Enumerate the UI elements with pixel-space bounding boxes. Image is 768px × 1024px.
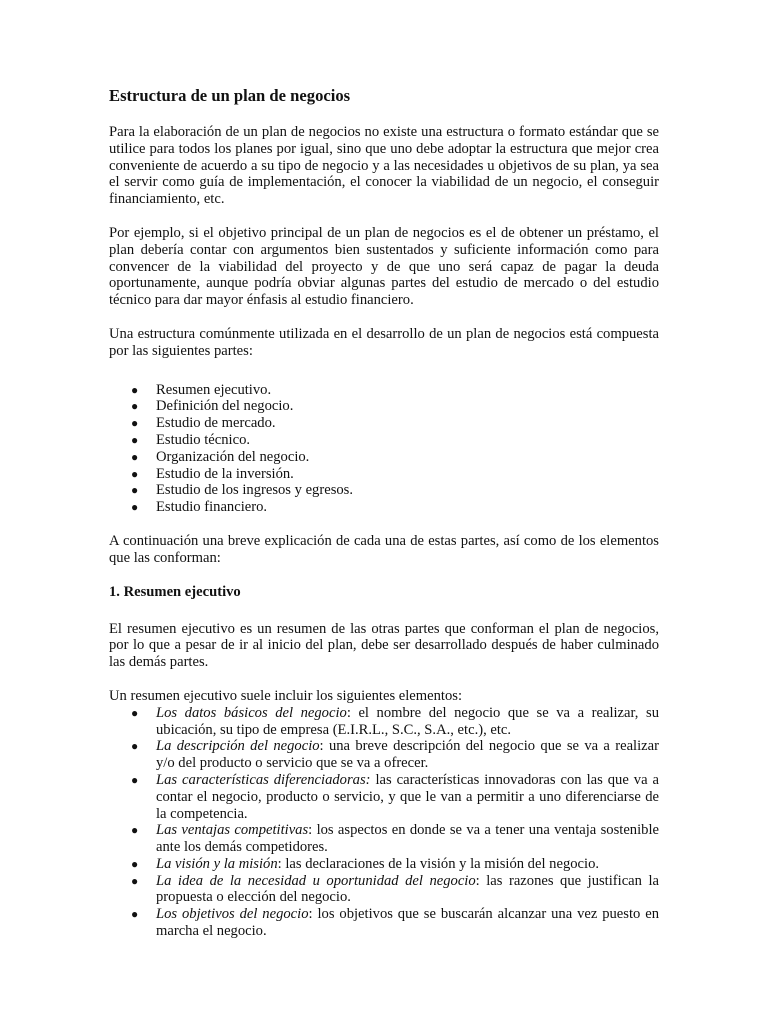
list-item: ● La idea de la necesidad u oportunidad del negocio: las razones que justifican la propuesta o elección del negocio.	[131, 872, 659, 906]
element-term: Las ventajas competitivas	[156, 822, 309, 839]
bullet-icon: ●	[131, 466, 139, 481]
list-item: ● Estudio financiero.	[131, 499, 268, 516]
bullet-icon: ●	[131, 772, 139, 787]
example-paragraph: Por ejemplo, si el objetivo principal de un plan de negocios es el de obtener un préstamo, el plan debería contar con argumentos bien sustentados y suficiente información como para convencer de la viabilidad del proyecto y de que uno será capaz de pagar la deuda oportunamente, aunque podría obviar algunas partes del estudio de mercado o del estudio técnico para dar mayor énfasis al estudio financiero.	[109, 224, 659, 309]
element-term: Los datos básicos del negocio	[156, 704, 347, 721]
elements-list	[109, 705, 659, 940]
bullet-icon: ●	[131, 500, 139, 515]
list-item: ● Definición del negocio.	[131, 398, 294, 415]
list-item: ● Los datos básicos del negocio: el nombre del negocio que se va a realizar, su ubicación, su tipo de empresa (E.I.R.L., S.C., S.A., etc.), etc.	[131, 704, 659, 738]
list-item	[109, 772, 659, 822]
bullet-icon: ●	[131, 432, 139, 447]
bullet-icon: ●	[131, 449, 139, 464]
bullet-icon: ●	[131, 416, 139, 431]
document-title: Estructura de un plan de negocios	[109, 86, 351, 105]
section-heading-resumen: 1. Resumen ejecutivo	[109, 583, 241, 600]
bullet-icon: ●	[131, 382, 139, 397]
bullet-icon: ●	[131, 705, 139, 720]
element-text: las características innovadoras con las que va a contar el negocio, producto o servicio, y que le van a permitir a uno diferenciarse de la competencia.	[156, 771, 659, 822]
bullet-icon: ●	[131, 399, 139, 414]
element-text: el nombre del negocio que se va a realizar, su ubicación, su tipo de empresa (E.I.R.L., S.C., S.A., etc.), etc.	[156, 704, 659, 738]
element-term: Los objetivos del negocio	[156, 906, 309, 923]
list-item: ● Organización del negocio.	[131, 448, 310, 465]
bullet-icon: ●	[131, 856, 139, 871]
list-item: ● La visión y la misión: las declaraciones de la visión y la misión del negocio.	[131, 855, 600, 872]
list-item: ● Estudio técnico.	[131, 431, 251, 448]
list-item: ● Los objetivos del negocio: los objetivos que se buscarán alcanzar una vez puesto en marcha el negocio.	[131, 906, 659, 940]
document-page	[109, 86, 659, 957]
list-item: ● Estudio de los ingresos y egresos.	[131, 482, 353, 499]
bullet-icon: ●	[131, 823, 139, 838]
element-text: los objetivos que se buscarán alcanzar una vez puesto en marcha el negocio.	[156, 906, 659, 940]
list-item: ● Estudio de la inversión.	[131, 465, 294, 482]
list-item: ● Resumen ejecutivo.	[131, 381, 272, 398]
explanation-paragraph: A continuación una breve explicación de cada una de estas partes, así como de los elementos que las conforman:	[109, 532, 659, 566]
element-term: La idea de la necesidad u oportunidad del negocio	[156, 872, 476, 889]
list-item: ● Las ventajas competitivas: los aspectos en donde se va a tener una ventaja sostenible ante los demás competidores.	[131, 822, 659, 856]
element-term: La visión y la misión	[156, 855, 278, 872]
list-item: ● Estudio de mercado.	[131, 415, 276, 432]
element-term: Las características diferenciadoras:	[156, 771, 371, 788]
bullet-icon: ●	[131, 739, 139, 754]
bullet-icon: ●	[131, 907, 139, 922]
list-item: ● La descripción del negocio: una breve descripción del negocio que se va a realizar y/o del producto o servicio que se va a ofrecer.	[131, 738, 659, 772]
bullet-icon: ●	[131, 483, 139, 498]
element-term: La descripción del negocio	[156, 738, 320, 755]
element-text: las razones que justifican la propuesta o elección del negocio.	[156, 872, 659, 906]
intro-paragraph: Para la elaboración de un plan de negocios no existe una estructura o formato estándar que se utilice para todos los planes por igual, sino que uno debe adoptar la estructura que mejor crea conveniente de acuerdo a su tipo de negocio y a las necesidades u objetivos de su plan, ya sea el servir como guía de implementación, el conocer la viabilidad de un negocio, el conseguir financiamiento, etc.	[109, 124, 659, 208]
element-text: una breve descripción del negocio que se va a realizar y/o del producto o servicio que se va a ofrecer.	[156, 738, 659, 772]
element-text: los aspectos en donde se va a tener una ventaja sostenible ante los demás competidores.	[156, 822, 659, 856]
bullet-icon: ●	[131, 873, 139, 888]
elements-intro-paragraph: Un resumen ejecutivo suele incluir los siguientes elementos:	[109, 687, 463, 704]
resumen-paragraph: El resumen ejecutivo es un resumen de las otras partes que conforman el plan de negocios, por lo que a pesar de ir al inicio del plan, debe ser desarrollado después de haber culminado las demás partes.	[109, 620, 659, 671]
parts-list	[109, 382, 659, 516]
structure-paragraph: Una estructura comúnmente utilizada en el desarrollo de un plan de negocios está compuesta por las siguientes partes:	[109, 325, 659, 359]
element-text: las declaraciones de la visión y la misión del negocio.	[281, 855, 600, 872]
